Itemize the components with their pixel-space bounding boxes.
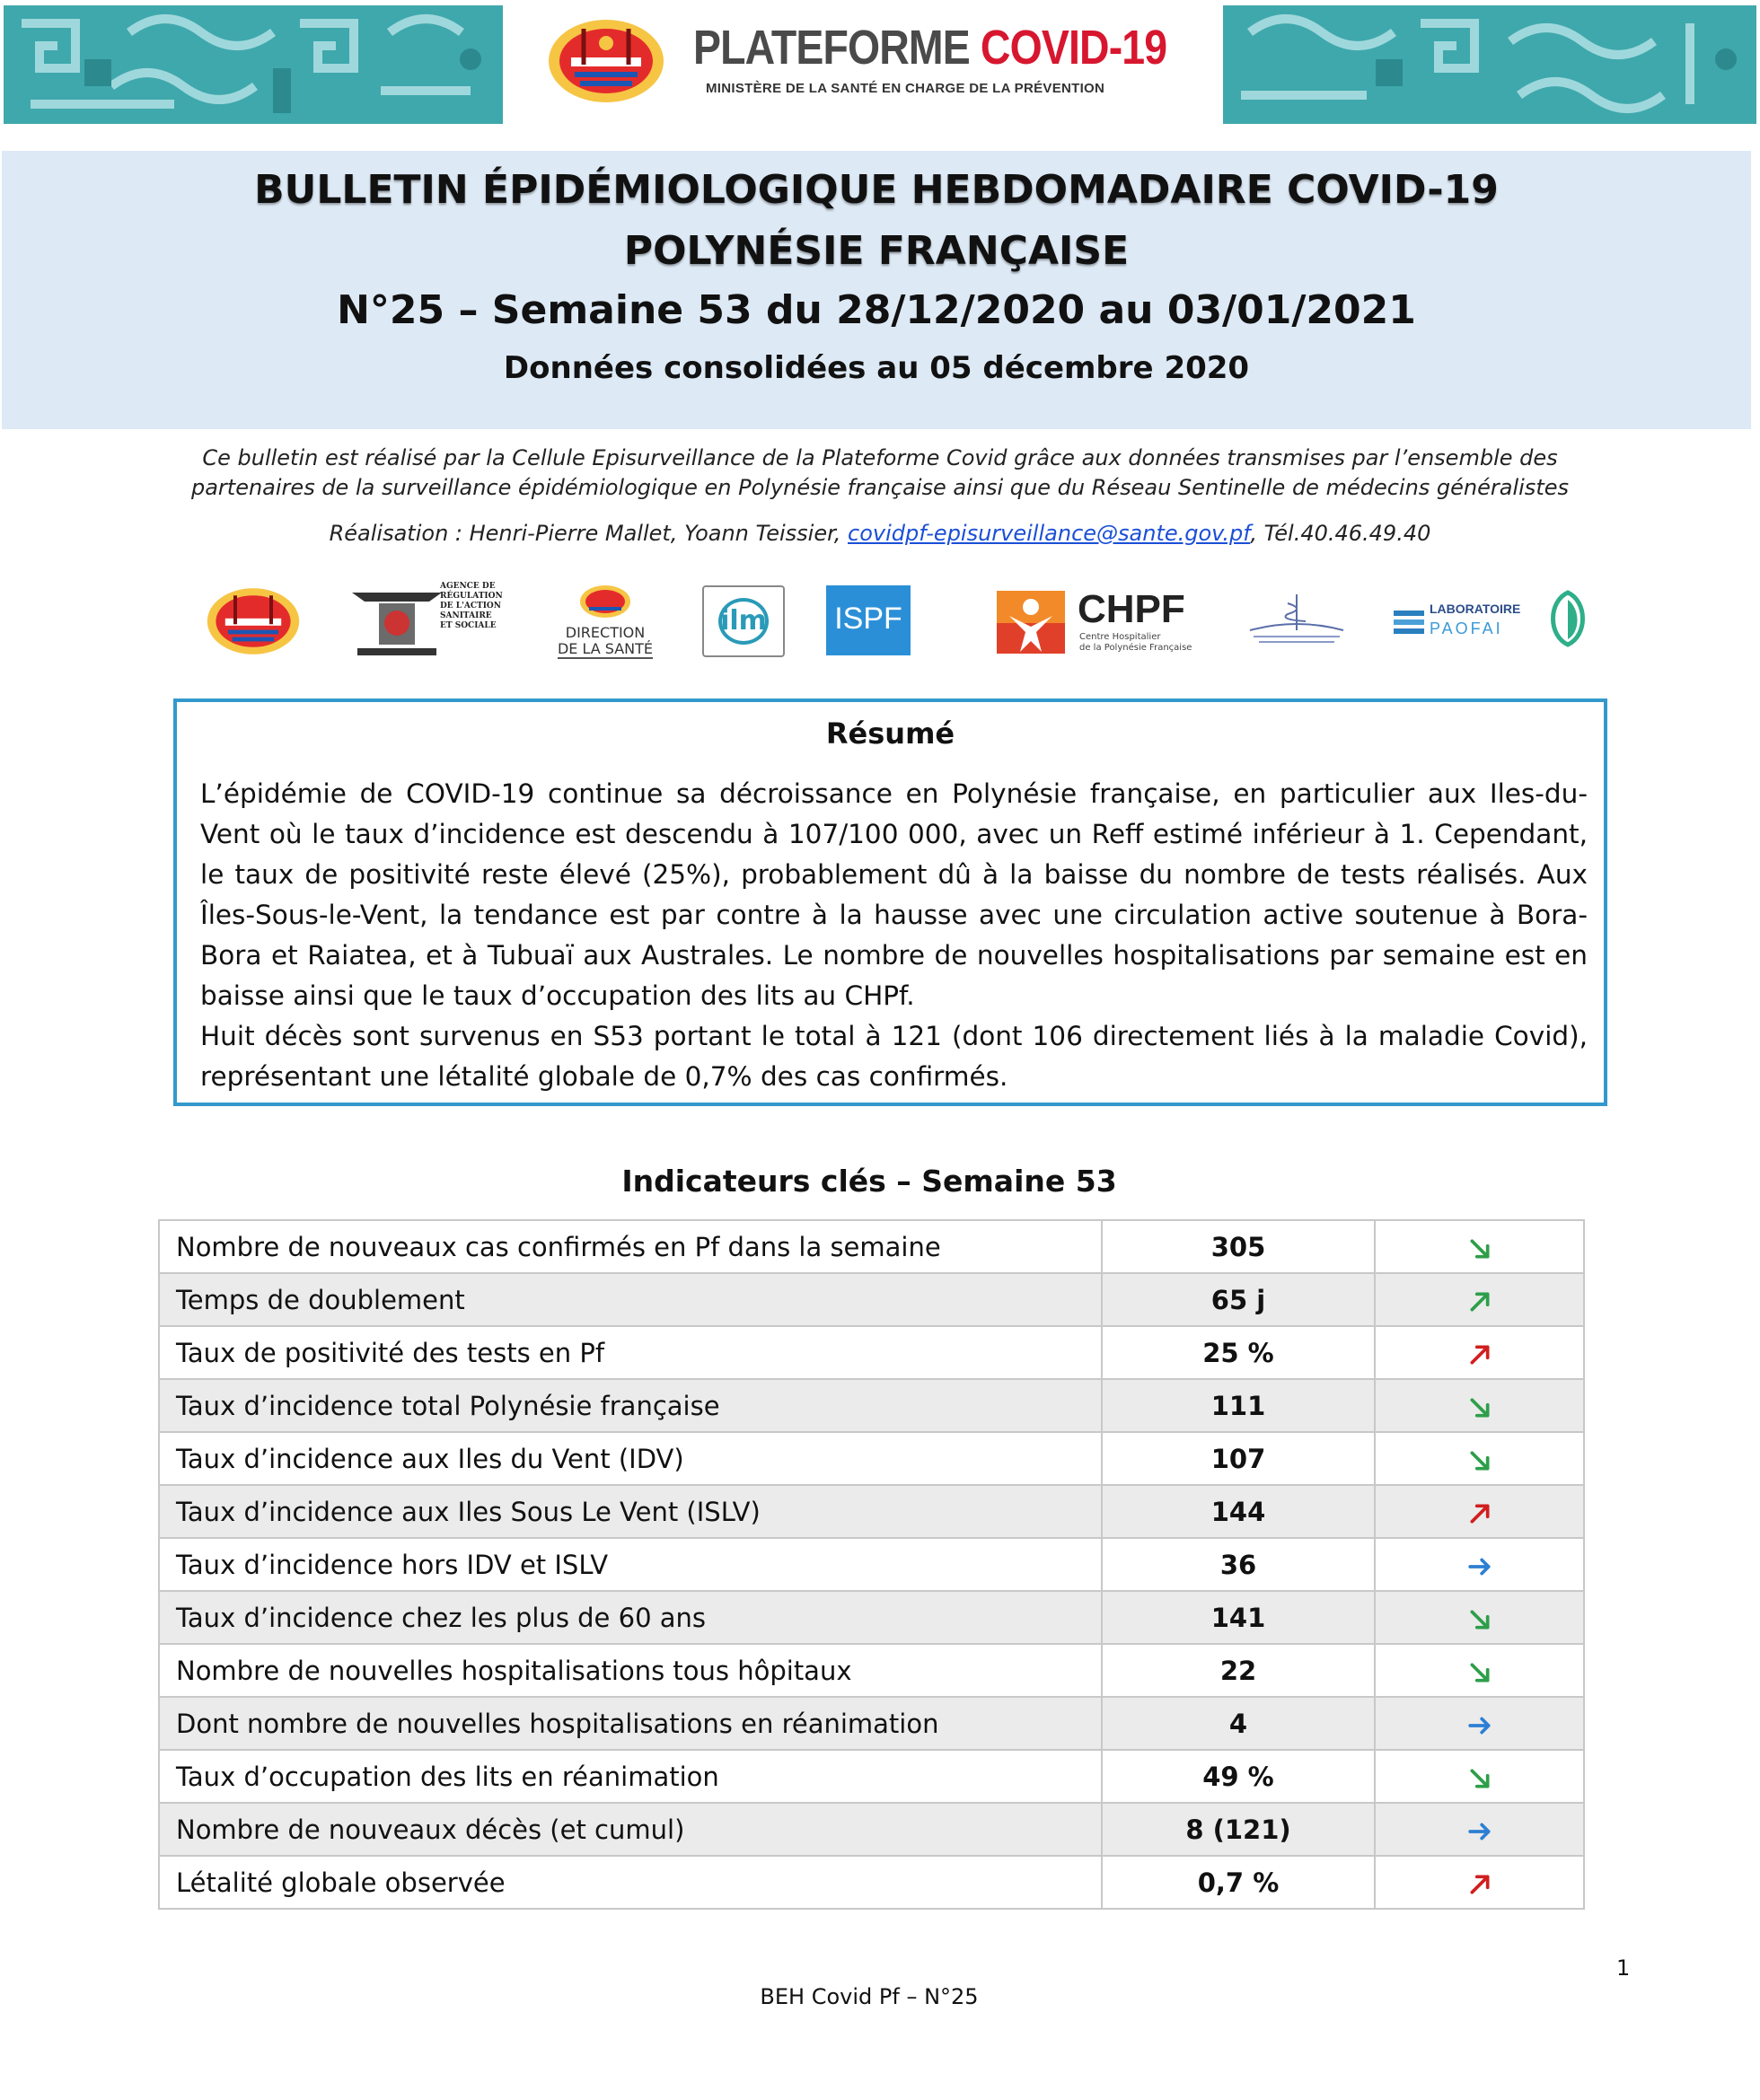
arass-text-line: ET SOCIALE — [440, 621, 497, 630]
indicator-trend — [1375, 1591, 1584, 1644]
trend-down-arrow-icon — [1466, 1608, 1493, 1631]
indicator-row — [159, 1273, 1584, 1326]
arass-logo — [352, 582, 503, 661]
trend-up-arrow-icon — [1466, 1343, 1493, 1366]
arass-text-line: SANITAIRE — [440, 611, 492, 620]
indicator-row — [159, 1697, 1584, 1750]
direction-sante-logo — [542, 584, 668, 661]
trend-down-arrow-icon — [1466, 1449, 1493, 1472]
trend-up-arrow-icon — [1466, 1873, 1493, 1896]
footer-text: BEH Covid Pf – N°25 — [760, 1984, 979, 2009]
chpf-subtitle-line2: de la Polynésie Française — [1079, 643, 1192, 653]
arass-emblem-icon — [352, 582, 442, 661]
arass-text-line: AGENCE DE — [440, 582, 496, 591]
polynesia-seal-icon — [207, 582, 300, 661]
indicator-row — [159, 1750, 1584, 1803]
indicator-value: 0,7 % — [1102, 1856, 1375, 1909]
indicator-label: Taux d’incidence hors IDV et ISLV — [159, 1538, 1102, 1591]
intro-line-1: Ce bulletin est réalisé par la Cellule Episurveillance de la Plateforme Covid grâce aux données transmises par l’ensemble des — [202, 445, 1558, 470]
indicator-trend — [1375, 1750, 1584, 1803]
indicator-row — [159, 1538, 1584, 1591]
indicator-row — [159, 1591, 1584, 1644]
indicator-value: 36 — [1102, 1538, 1375, 1591]
credits-authors: Réalisation : Henri-Pierre Mallet, Yoann Teissier, — [329, 521, 849, 546]
indicator-label: Taux de positivité des tests en Pf — [159, 1326, 1102, 1379]
trend-down-arrow-icon — [1466, 1396, 1493, 1419]
indicator-value: 305 — [1102, 1220, 1375, 1273]
indicator-trend — [1375, 1432, 1584, 1485]
indicator-row — [159, 1644, 1584, 1697]
trend-flat-arrow-icon — [1466, 1555, 1493, 1578]
indicator-value: 111 — [1102, 1379, 1375, 1432]
trend-flat-arrow-icon — [1466, 1714, 1493, 1737]
indicator-trend — [1375, 1538, 1584, 1591]
summary-paragraph-1: L’épidémie de COVID-19 continue sa décroissance en Polynésie française, en particulier aux Iles-du-Vent où le taux d’incidence est descendu à 107/100 000, avec un Reff estimé inférieur à 1. Cependant, le taux de positivité reste élevé (25%), probablement dû à la baisse du nombre de tests réalisés. Aux Îles-Sous-le-Vent, la tendance est par contre à la hausse avec une circulation active soutenue à Bora-Bora et Raiatea, et à Tubuaï aux Australes. Le nombre de nouvelles hospitalisations par semaine est en baisse ainsi que le taux d’occupation des lits au CHPf. — [200, 778, 1588, 1011]
indicator-label: Taux d’incidence aux Iles Sous Le Vent (ISLV) — [159, 1485, 1102, 1538]
bulletin-data-date: Données consolidées au 05 décembre 2020 — [503, 350, 1250, 386]
ilm-logo — [702, 585, 785, 657]
indicator-value: 22 — [1102, 1644, 1375, 1697]
indicator-trend — [1375, 1326, 1584, 1379]
labo-emblem-icon — [1394, 605, 1424, 641]
chpf-title: CHPF — [1078, 587, 1185, 631]
ispf-logo — [826, 585, 911, 655]
indicator-label: Létalité globale observée — [159, 1856, 1102, 1909]
summary-title: Résumé — [825, 716, 955, 751]
indicator-trend — [1375, 1485, 1584, 1538]
chpf-subtitle-line1: Centre Hospitalier — [1079, 632, 1161, 642]
indicator-label: Temps de doublement — [159, 1273, 1102, 1326]
indicator-label: Dont nombre de nouvelles hospitalisations en réanimation — [159, 1697, 1102, 1750]
indicators-title: Indicateurs clés – Semaine 53 — [621, 1164, 1117, 1199]
indicator-trend — [1375, 1644, 1584, 1697]
indicator-value: 144 — [1102, 1485, 1375, 1538]
indicator-label: Taux d’incidence total Polynésie française — [159, 1379, 1102, 1432]
labo-line1: LABORATOIRE — [1430, 602, 1521, 616]
trend-down-arrow-icon — [1466, 1661, 1493, 1684]
bulletin-title: BULLETIN ÉPIDÉMIOLOGIQUE HEBDOMADAIRE COVID-19 — [254, 167, 1499, 213]
direction-sante-line1: DIRECTION — [565, 624, 646, 641]
ilm-text: ilm — [720, 605, 767, 637]
caduceus-icon — [1246, 591, 1347, 646]
tribal-pattern-right — [1223, 5, 1756, 124]
indicator-trend — [1375, 1273, 1584, 1326]
credits-line — [0, 521, 1760, 546]
labo-line2: PAOFAI — [1430, 619, 1503, 637]
platform-title-part1: PLATEFORME — [693, 21, 970, 75]
indicator-row — [159, 1220, 1584, 1273]
summary-box — [173, 699, 1607, 1106]
chpf-figure-icon — [997, 591, 1065, 654]
indicator-value: 4 — [1102, 1697, 1375, 1750]
indicator-row — [159, 1379, 1584, 1432]
arass-text-line: RÉGULATION — [440, 592, 503, 601]
indicator-value: 49 % — [1102, 1750, 1375, 1803]
indicator-trend — [1375, 1856, 1584, 1909]
header-banner — [0, 0, 1760, 126]
summary-paragraph-2: Huit décès sont survenus en S53 portant le total à 121 (dont 106 directement liés à la maladie Covid), représentant une létalité globale de 0,7% des cas confirmés. — [200, 1021, 1588, 1092]
indicator-row — [159, 1856, 1584, 1909]
ispf-text: ISPF — [834, 602, 902, 636]
partner-leaf-icon — [1544, 589, 1591, 648]
indicator-label: Taux d’occupation des lits en réanimation — [159, 1750, 1102, 1803]
polynesia-seal-icon — [548, 18, 664, 104]
arass-text-line: DE L'ACTION — [440, 602, 502, 611]
contact-email-link[interactable]: covidpf-episurveillance@sante.gov.pf — [848, 521, 1251, 546]
indicator-trend — [1375, 1803, 1584, 1856]
page-number: 1 — [1616, 1955, 1631, 1981]
indicator-row — [159, 1803, 1584, 1856]
direction-sante-emblem-icon — [578, 584, 632, 619]
trend-down-arrow-icon — [1466, 1237, 1493, 1261]
indicator-label: Nombre de nouveaux cas confirmés en Pf dans la semaine — [159, 1220, 1102, 1273]
tribal-pattern-left — [4, 5, 503, 124]
indicator-value: 25 % — [1102, 1326, 1375, 1379]
trend-down-arrow-icon — [1466, 1767, 1493, 1790]
bulletin-header — [2, 151, 1751, 429]
indicator-value: 107 — [1102, 1432, 1375, 1485]
credits-phone: , Tél.40.46.49.40 — [1250, 521, 1431, 546]
indicator-label: Nombre de nouveaux décès (et cumul) — [159, 1803, 1102, 1856]
indicator-value: 8 (121) — [1102, 1803, 1375, 1856]
indicator-row — [159, 1485, 1584, 1538]
intro-line-2: partenaires de la surveillance épidémiologique en Polynésie française ainsi que du Réseau Sentinelle de médecins généralistes — [190, 475, 1569, 500]
labo-paofai-logo — [1394, 596, 1519, 646]
trend-up-arrow-icon — [1466, 1502, 1493, 1525]
bulletin-region: POLYNÉSIE FRANÇAISE — [623, 228, 1130, 274]
indicator-value: 141 — [1102, 1591, 1375, 1644]
trend-flat-arrow-icon — [1466, 1820, 1493, 1843]
medical-council-logo — [1246, 591, 1347, 646]
indicator-label: Nombre de nouvelles hospitalisations tous hôpitaux — [159, 1644, 1102, 1697]
indicator-trend — [1375, 1220, 1584, 1273]
indicator-value: 65 j — [1102, 1273, 1375, 1326]
indicator-trend — [1375, 1379, 1584, 1432]
summary-body — [200, 774, 1588, 1097]
indicator-row — [159, 1326, 1584, 1379]
platform-subtitle: MINISTÈRE DE LA SANTÉ EN CHARGE DE LA PRÉVENTION — [706, 81, 1105, 96]
bulletin-issue: N°25 – Semaine 53 du 28/12/2020 au 03/01/2021 — [337, 287, 1416, 333]
chpf-logo — [997, 587, 1203, 659]
indicator-row — [159, 1432, 1584, 1485]
indicators-table — [158, 1219, 1585, 1910]
arass-name: ARASS — [365, 582, 395, 591]
indicator-label: Taux d’incidence chez les plus de 60 ans — [159, 1591, 1102, 1644]
indicator-label: Taux d’incidence aux Iles du Vent (IDV) — [159, 1432, 1102, 1485]
trend-up-arrow-icon — [1466, 1290, 1493, 1314]
direction-sante-line2: DE LA SANTÉ — [557, 640, 654, 657]
platform-title-part2: COVID-19 — [980, 21, 1167, 75]
indicator-trend — [1375, 1697, 1584, 1750]
platform-title — [693, 20, 1166, 75]
platform-logo-block — [530, 0, 1212, 126]
